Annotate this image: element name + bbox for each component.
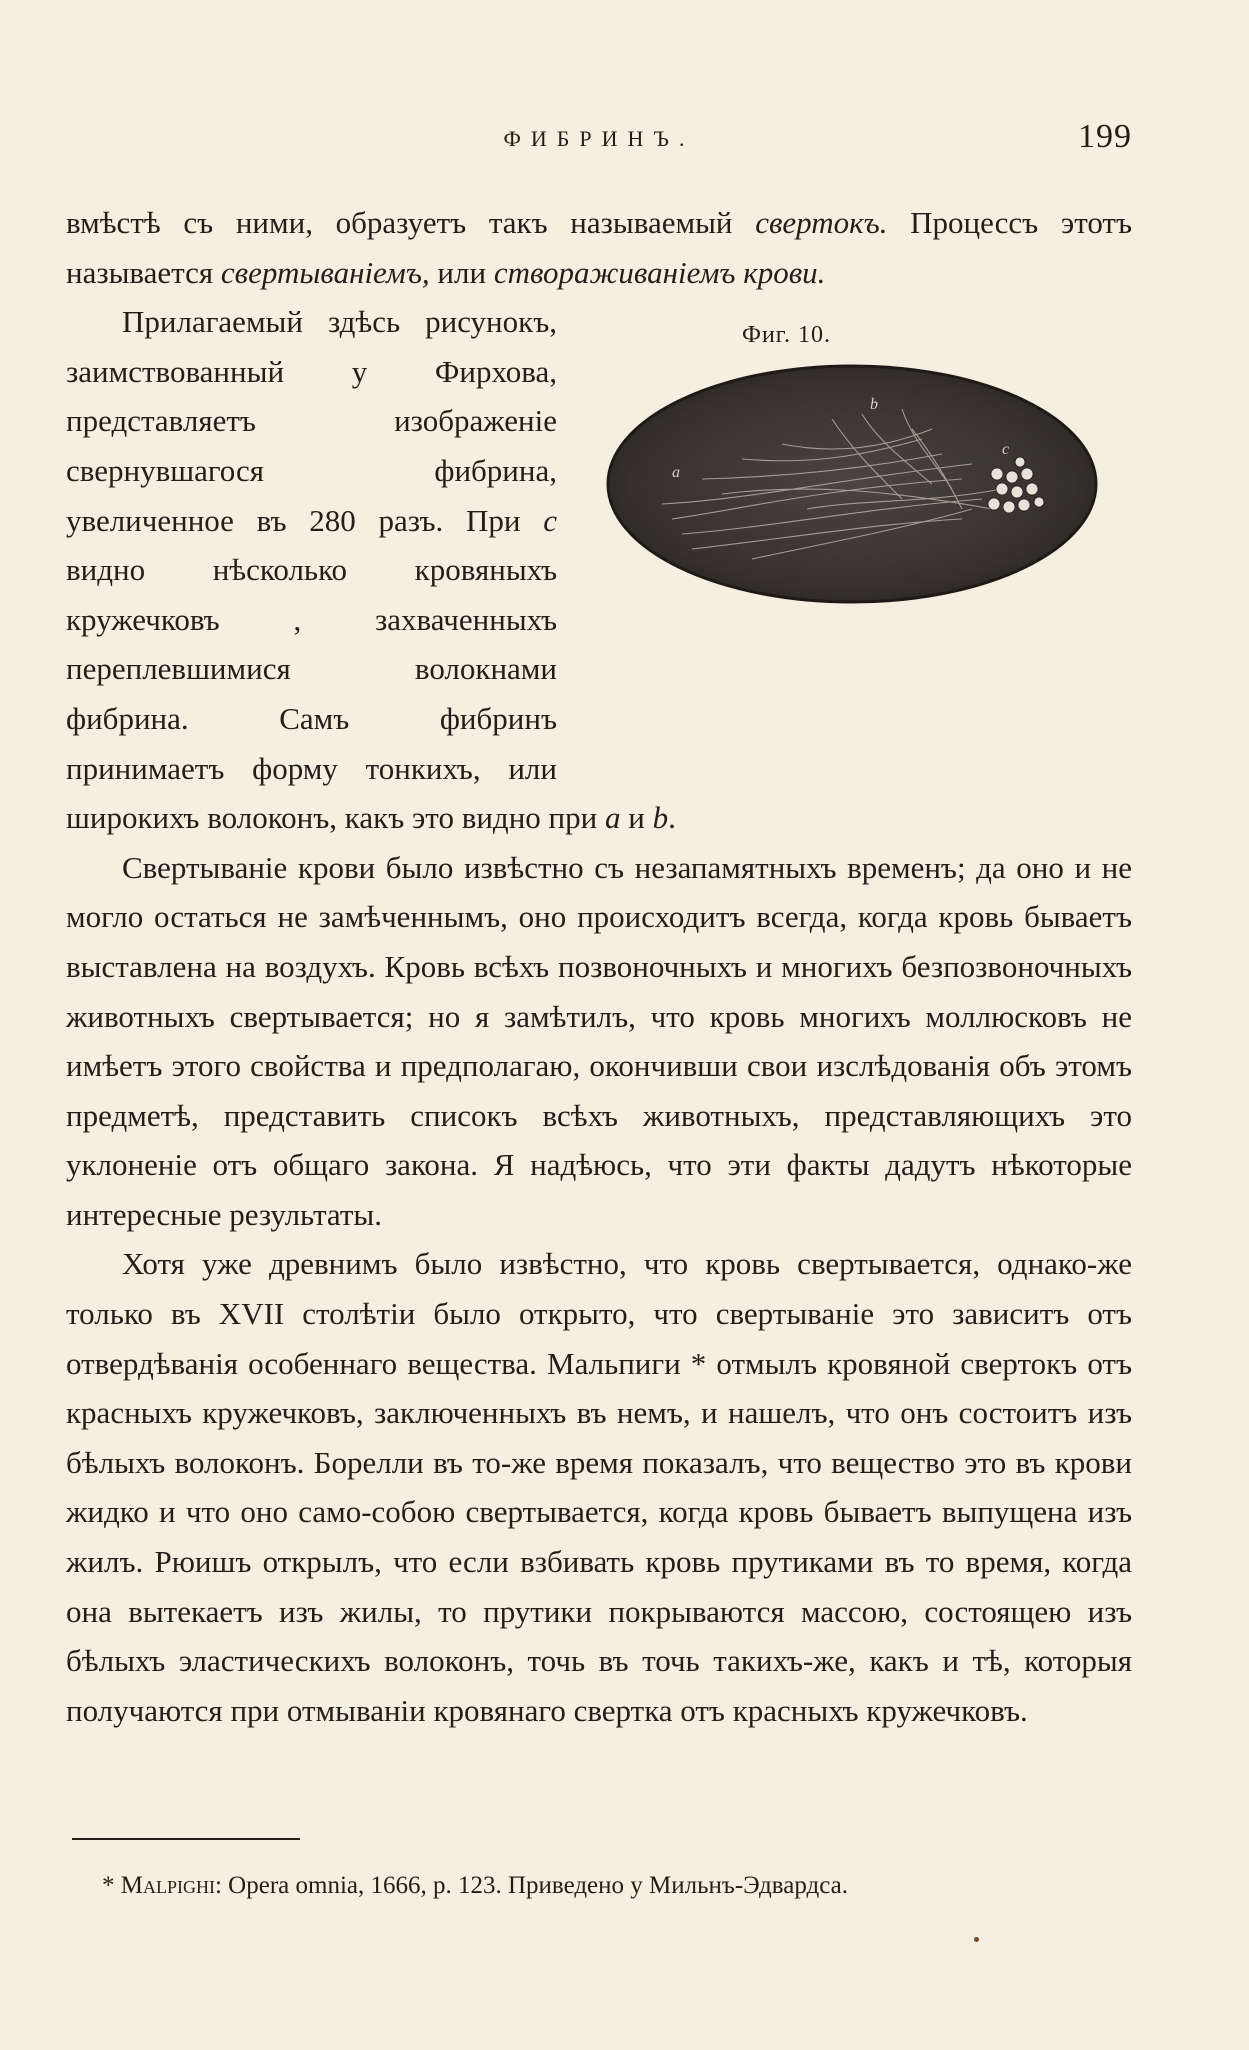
figure-label-a: a bbox=[672, 464, 680, 482]
page-number: 199 bbox=[1078, 118, 1132, 155]
term-svertyvanie: свертыванiемъ, bbox=[220, 254, 430, 290]
p1-text-1: вмѣстѣ съ ними, образуетъ такъ называемый bbox=[66, 205, 756, 240]
footnote-divider bbox=[72, 1838, 300, 1840]
p2-text-2: видно нѣсколько кровяныхъ кружечковъ , захваченныхъ переплевшимися волокнами фибрина. Самъ фибринъ принимаетъ форму тонкихъ, или широкихъ волоконъ, какъ это видно при bbox=[66, 552, 605, 836]
ref-b: b bbox=[652, 800, 669, 836]
figure-label-b: b bbox=[870, 396, 878, 414]
footnote bbox=[102, 1868, 1102, 1904]
ref-a: a bbox=[604, 800, 621, 836]
paragraph-3: Свертыванiе крови было извѣстно съ незапамятныхъ временъ; да оно и не могло остаться не замѣченнымъ, оно происходитъ всегда, когда кровь бываетъ выставлена на воздухъ. Кровь всѣхъ позвоночныхъ и многихъ безпозвоночныхъ животныхъ свертывается; но я замѣтилъ, что кровь многихъ моллюсковъ не имѣетъ этого свойства и предполагаю, окончивши свои изслѣдованiя объ этомъ предметѣ, представить списокъ всѣхъ животныхъ, представляющихъ это уклоненiе отъ общаго закона. Я надѣюсь, что эти факты дадутъ нѣкоторые интересные результаты. bbox=[66, 849, 1132, 1232]
footnote-marker: * bbox=[102, 1872, 115, 1899]
ink-speck bbox=[974, 1937, 979, 1942]
p2-text-4: . bbox=[668, 800, 676, 836]
figure-10 bbox=[577, 297, 1132, 745]
figure-caption: Фиг. 10. bbox=[742, 322, 831, 349]
p2-text-1: Прилагаемый здѣсь рисунокъ, заимствованный у Фирхова, представляетъ изображенiе свернувшагося фибрина, увеличенное въ 280 разъ. При bbox=[66, 304, 557, 538]
p2-text-3: и bbox=[620, 800, 653, 836]
term-stvorazhivanie: створаживанiемъ крови. bbox=[493, 254, 826, 290]
running-title: ФИБРИНЪ. bbox=[503, 126, 695, 151]
paragraph-1 bbox=[66, 198, 1132, 297]
footnote-text: Opera omnia, 1666, p. 123. Приведено у Мильнъ-Эдвардса. bbox=[221, 1872, 848, 1899]
figure-label-c: c bbox=[1002, 441, 1010, 459]
paragraph-4: Хотя уже древнимъ было извѣстно, что кровь свертывается, однако-же только въ XVII столѣтiи было открыто, что свертыванiе это зависитъ отъ отвердѣванiя особеннаго вещества. Мальпиги * отмылъ кровяной свертокъ отъ красныхъ кружечковъ, заключенныхъ въ немъ, и нашелъ, что онъ состоитъ изъ бѣлыхъ волоконъ. Борелли въ то-же время показалъ, что вещество это въ крови жидко и что оно само-собою свертывается, когда кровь бываетъ выпущена изъ жилъ. Рюишъ открылъ, что если взбивать кровь прутиками въ то время, когда она вытекаетъ изъ жилы, то прутики покрываются массою, состоящею изъ бѣлыхъ эластическихъ волоконъ, точь въ точь такихъ-же, какъ и тѣ, которыя получаются при отмыванiи кровянаго свертка отъ красныхъ кружечковъ. bbox=[66, 1246, 1132, 1728]
term-svertok: свертокъ. bbox=[755, 205, 888, 240]
p1-text-3: или bbox=[429, 254, 494, 290]
footnote-author: Malpighi: bbox=[120, 1872, 222, 1899]
p1-text-2: Процессъ этотъ называется bbox=[66, 205, 1132, 290]
running-head bbox=[66, 118, 1132, 158]
body-text bbox=[66, 198, 1132, 1735]
fibrin-illustration bbox=[602, 359, 1102, 609]
ref-c: c bbox=[543, 502, 557, 538]
